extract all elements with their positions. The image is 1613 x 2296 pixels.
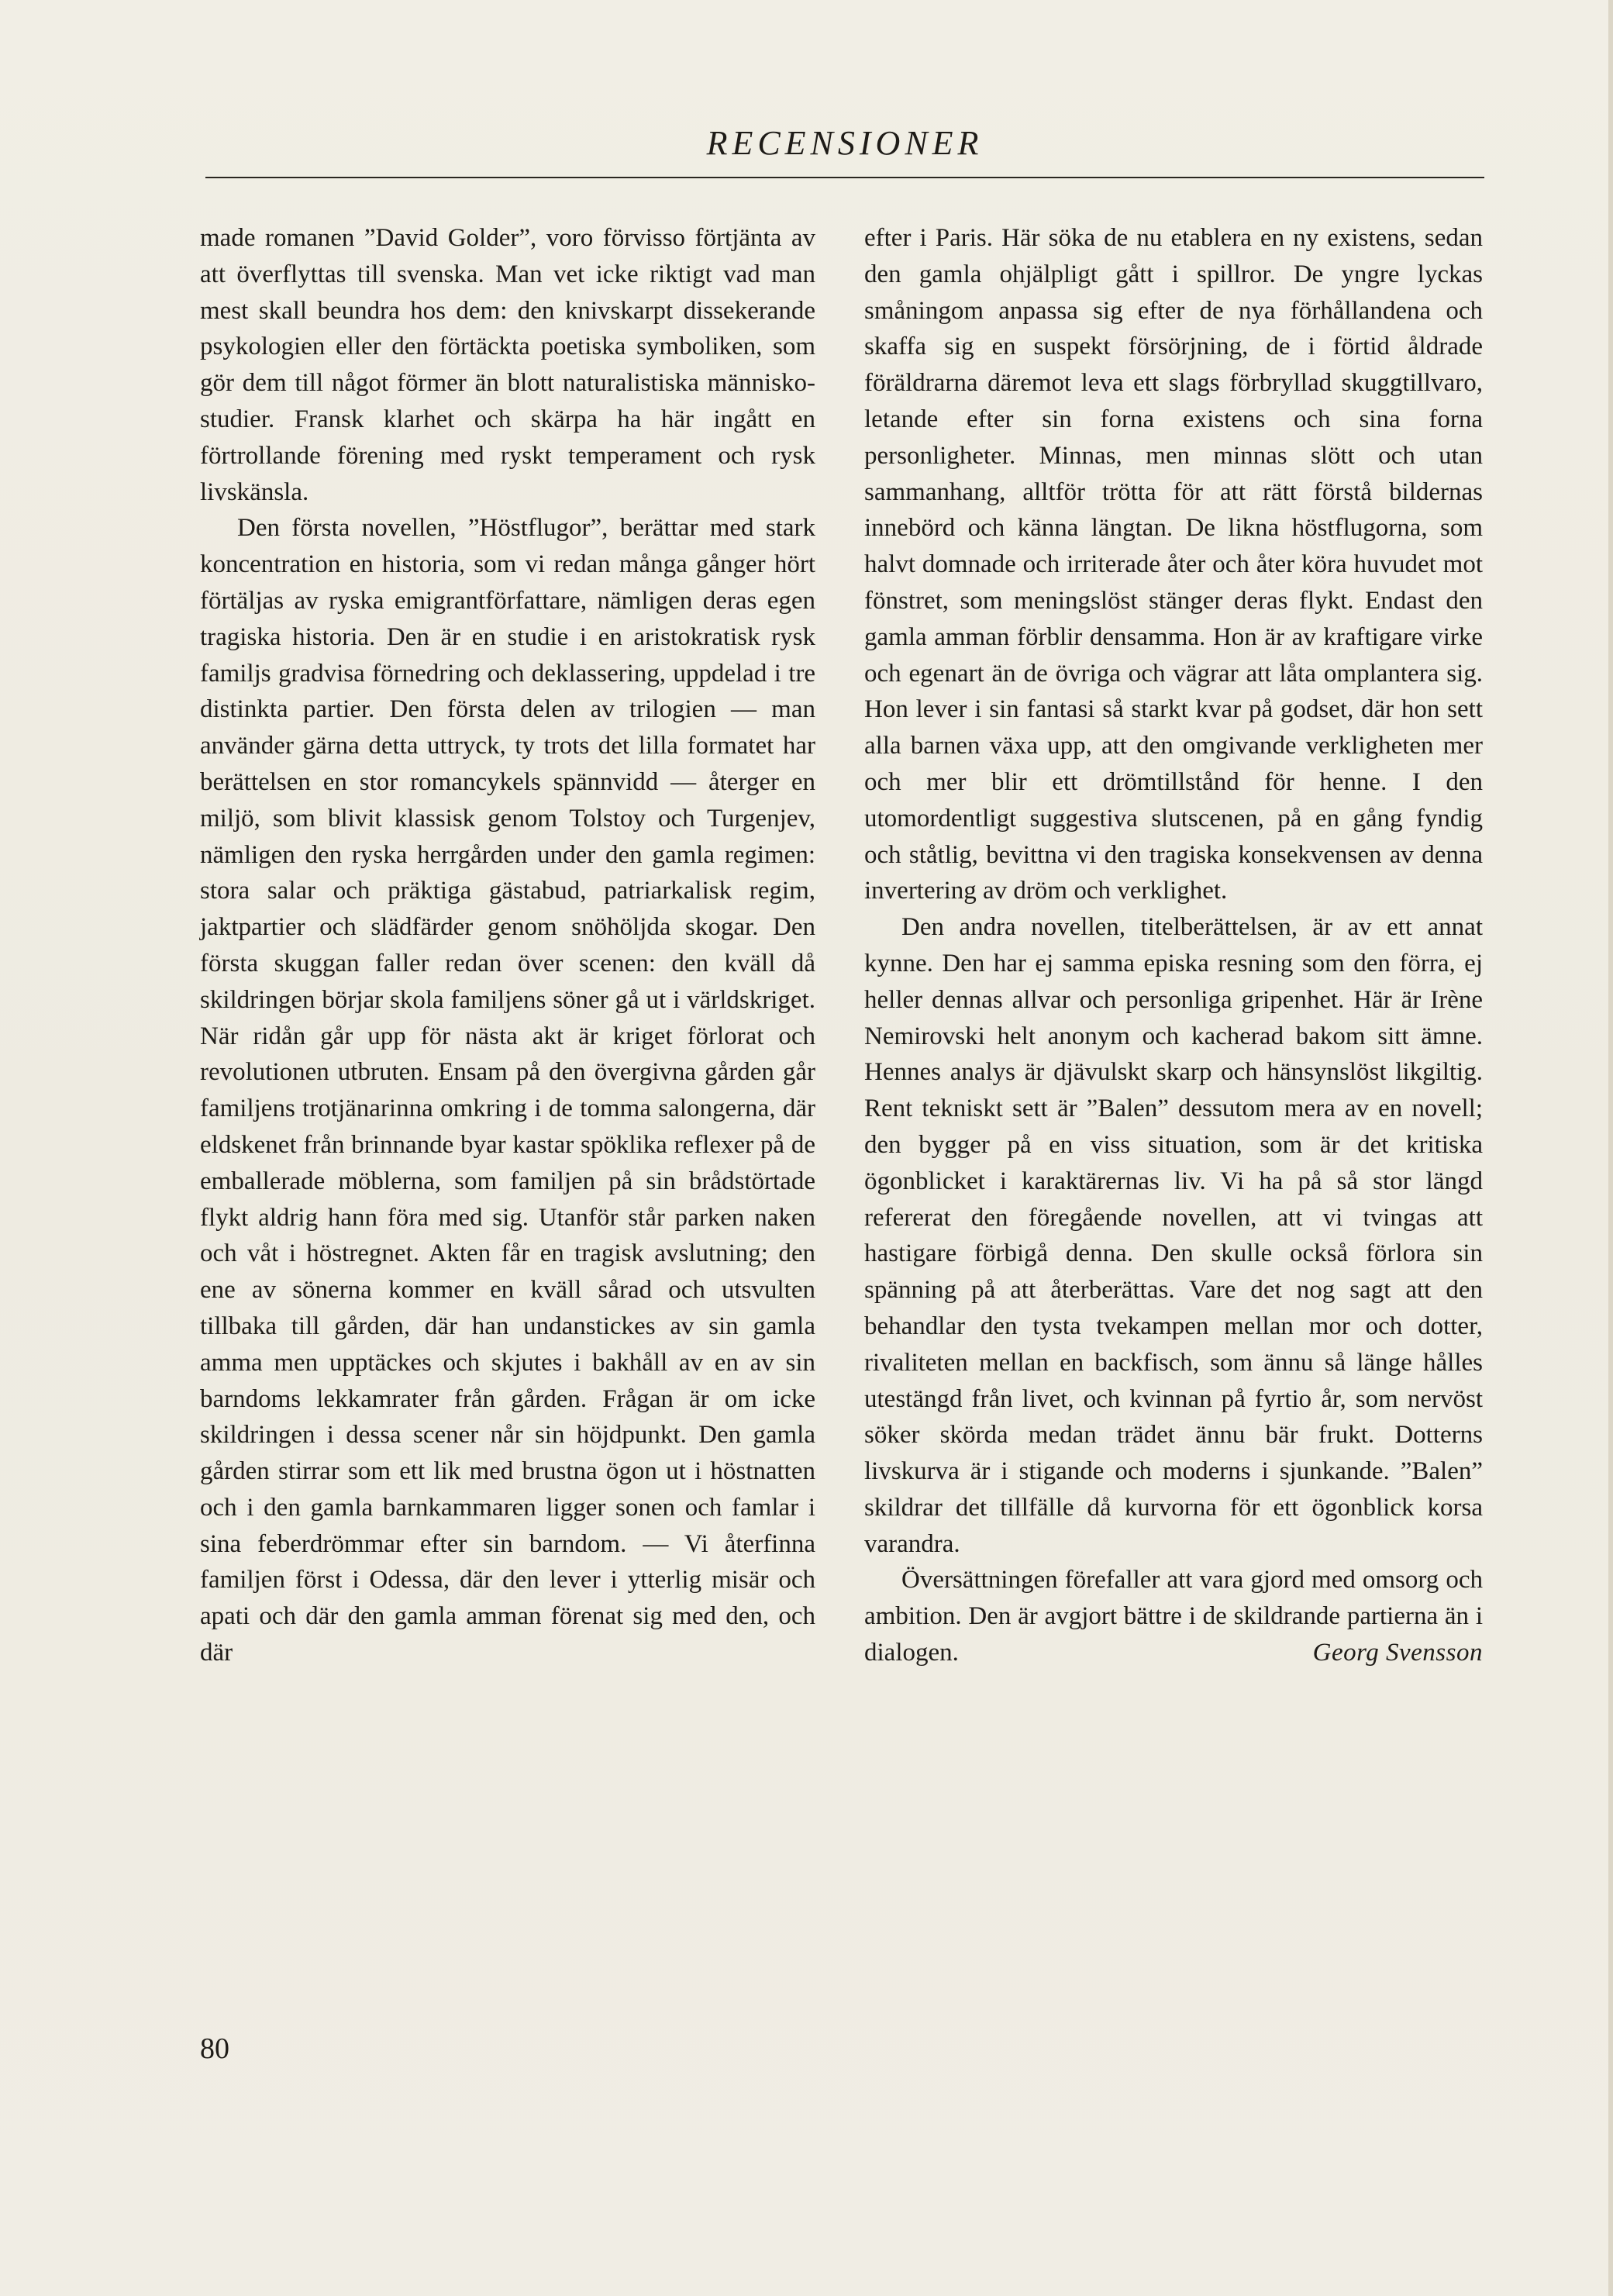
paragraph: efter i Paris. Här söka de nu etablera en ny existens, sedan den gamla ohjälpligt gått i spillror. De yngre lyckas småningom anpassa sig efter de nya förhållandena och skaffa sig en suspekt försörjning, de i förtid åldrade föräldrarna däremot leva ett slags förbryllad skuggtillvaro, letande efter sin forna existens och sina forna personligheter. Minnas, men minnas slött och utan sammanhang, alltför trötta för att rätt förstå bildernas innebörd och känna längtan. De likna höstflugorna, som halvt domnade och irriterade åter och åter köra huvudet mot fönstret, som meningslöst stänger deras flykt. Endast den gamla amman förblir densamma. Hon är av kraftigare virke och egenart än de övriga och vägrar att låta omplantera sig. Hon lever i sin fantasi så starkt kvar på godset, där hon sett alla barnen växa upp, att den omgivande verkligheten mer och mer blir ett drömtillstånd för henne. I den utomordentligt suggestiva slutscenen, på en gång fyndig och ståtlig, bevittna vi den tragiska konsekvensen av denna invertering av dröm och verklighet. [864, 224, 1483, 905]
header-rule [205, 177, 1484, 178]
page-edge [1608, 0, 1613, 2296]
running-header: RECENSIONER [706, 124, 984, 162]
closing-paragraph [864, 1562, 1483, 1670]
page-number: 80 [200, 2032, 229, 2065]
paragraph: made romanen ”David Golder”, voro förvisso förtjänta av att överflyttas till svenska. Man vet icke riktigt vad man mest skall beundra hos dem: den knivskarpt dissekerande psykologien eller den förtäckta poetiska symboliken, som gör dem till något förmer än blott naturalistiska människostudier. Fransk klarhet och skärpa ha här ingått en förtrollande förening med ryskt temperament och rysk livskänsla. [200, 224, 815, 506]
closing-text: Översättningen förefaller att vara gjord med omsorg och ambition. Den är avgjort bättre i de skildrande partierna än i dialogen. [864, 1566, 1483, 1667]
paragraph: Den första novellen, ”Höstflugor”, berättar med stark koncentration en historia, som vi redan många gånger hört förtäljas av ryska emigrantförfattare, nämligen deras egen tragiska historia. Den är en studie i en aristokratisk rysk familjs gradvisa förnedring och deklassering, uppdelad i tre distinkta partier. Den första delen av trilogien — man använder gärna detta uttryck, ty trots det lilla formatet har berättelsen en stor romancykels spännvidd — återger en miljö, som blivit klassisk genom Tolstoy och Turgenjev, nämligen den ryska herrgården under den gamla regimen: stora salar och präktiga gästabud, patriarkalisk regim, jaktpartier och slädfärder genom snöhöljda skogar. Den första skuggan faller redan över scenen: den kväll då skildringen börjar skola familjens söner gå ut i världskriget. När ridån går upp för nästa akt är kriget förlorat och revolutionen utbruten. Ensam på den övergivna gården går familjens trotjänarinna omkring i de tomma salongerna, där eldskenet från brinnande byar kastar spöklika reflexer på de emballerade möblerna, som familjen på sin brådstörtade flykt aldrig hann föra med sig. Utanför står parken naken och våt i höstregnet. Akten får en tragisk avslutning; den ene av sönerna kommer en kväll sårad och utsvulten tillbaka till gården, där han undanstickes av sin gamla amma men upptäckes och skjutes i bakhåll av en av sin barndoms lekkamrater från gården. Frågan är om icke skildringen i dessa scener når sin höjdpunkt. Den gamla gården stirrar som ett lik med brustna ögon ut i höstnatten och i den gamla barnkammaren ligger sonen och famlar i sina feberdrömmar efter sin barndom. — Vi återfinna familjen först i Odessa, där den lever i ytterlig misär och apati och där den gamla amman förenat sig med den, och där [200, 514, 815, 1667]
paragraph: Den andra novellen, titelberättelsen, är av ett annat kynne. Den har ej samma episka resning som den förra, ej heller dennas allvar och personliga gripenhet. Här är Irène Nemirovski helt anonym och kacherad bakom sitt ämne. Hennes analys är djävulskt skarp och hänsynslöst likgiltig. Rent tekniskt sett är ”Balen” dessutom mera av en novell; den bygger på en viss situation, som är det kritiska ögonblicket i karaktärernas liv. Vi ha på så stor längd refererat den föregående novellen, att vi tvingas att hastigare förbigå denna. Den skulle också förlora sin spänning på att återberättas. Vare det nog sagt att den behandlar den tysta tvekampen mellan mor och dotter, rivaliteten mellan en backfisch, som ännu så länge hålles utestängd från livet, och kvinnan på fyrtio år, som nervöst söker skörda medan trädet ännu bär frukt. Dotterns livskurva är i stigande och moderns i sjunkande. ”Balen” skildrar det tillfälle då kurvorna för ett ögonblick korsa varandra. [864, 913, 1483, 1558]
right-column [864, 220, 1483, 1671]
left-column [200, 220, 815, 1671]
author-signature: Georg Svensson [1312, 1639, 1483, 1667]
